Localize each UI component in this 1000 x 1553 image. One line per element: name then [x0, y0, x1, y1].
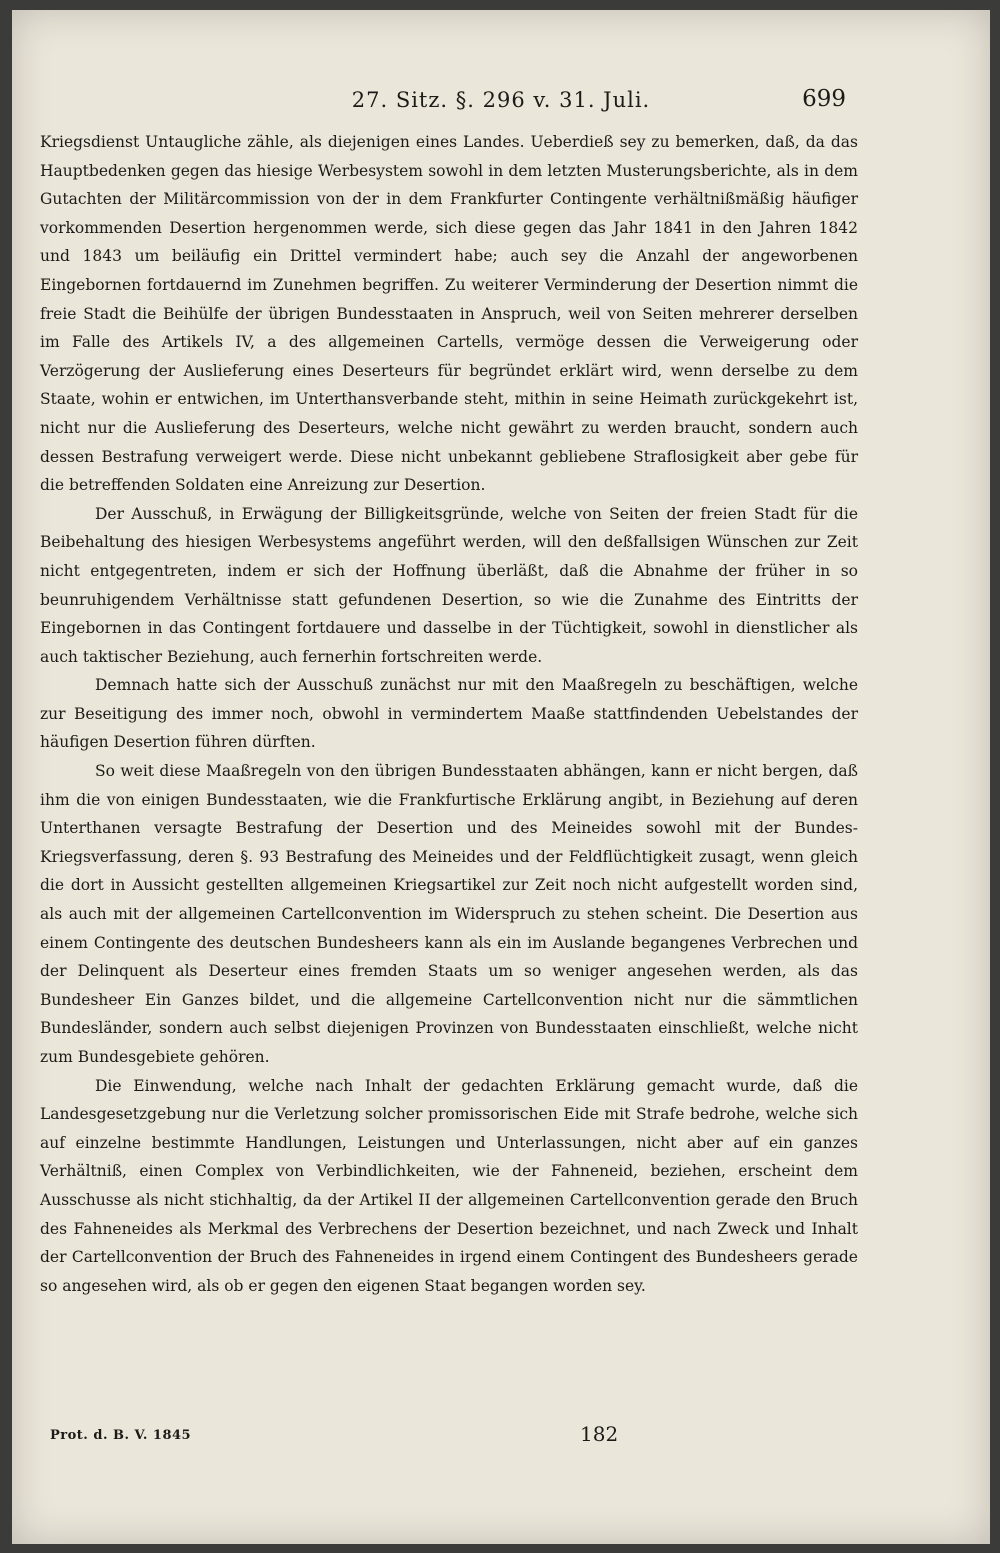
signature-mark: 182 — [580, 1422, 619, 1446]
page-header — [12, 86, 990, 122]
paragraph: So weit diese Maaßregeln von den übrigen Bundesstaaten abhängen, kann er nicht bergen, daß ihm die von einigen Bundesstaaten, wie die Frankfurtische Erklärung angibt, in Beziehung auf deren Unterthanen versagte Bestrafung der Desertion und des Meineides sowohl mit der Bundes-Kriegsverfassung, deren §. 93 Bestrafung des Meineides und der Feldflüchtigkeit zusagt, wenn gleich die dort in Aussicht gestellten allgemeinen Kriegsartikel zur Zeit noch nicht aufgestellt worden sind, als auch mit der allgemeinen Cartellconvention im Widerspruch zu stehen scheint. Die Desertion aus einem Contingente des deutschen Bundesheers kann als ein im Auslande begangenes Verbrechen und der Delinquent als Deserteur eines fremden Staats um so weniger angesehen werden, als das Bundesheer Ein Ganzes bildet, und die allgemeine Cartellconvention nicht nur die sämmtlichen Bundesländer, sondern auch selbst diejenigen Provinzen von Bundesstaaten einschließt, welche nicht zum Bundesgebiete gehören. — [40, 762, 858, 1066]
running-head: 27. Sitz. §. 296 v. 31. Juli. — [351, 88, 651, 112]
body-text — [40, 128, 858, 1300]
paragraph: Demnach hatte sich der Ausschuß zunächst nur mit den Maaßregeln zu beschäftigen, welche zur Beseitigung des immer noch, obwohl in vermindertem Maaße stattfindenden Uebelstandes der häufigen Desertion führen dürften. — [40, 676, 858, 752]
paragraph: Der Ausschuß, in Erwägung der Billigkeitsgründe, welche von Seiten der freien Stadt für die Beibehaltung des hiesigen Werbesystems angeführt werden, will den deßfallsigen Wünschen zur Zeit nicht entgegentreten, indem er sich der Hoffnung überläßt, daß die Abnahme der früher in so beunruhigendem Verhältnisse statt gefundenen Desertion, so wie die Zunahme des Eintritts der Eingebornen in das Contingent fortdauere und dasselbe in der Tüchtigkeit, sowohl in dienstlicher als auch taktischer Beziehung, auch fernerhin fortschreiten werde. — [40, 504, 858, 666]
paragraph: Die Einwendung, welche nach Inhalt der gedachten Erklärung gemacht wurde, daß die Landesgesetzgebung nur die Verletzung solcher promissorischen Eide mit Strafe bedrohe, welche sich auf einzelne bestimmte Handlungen, Leistungen und Unterlassungen, nicht aber auf ein ganzes Verhältniß, einen Complex von Verbindlichkeiten, wie der Fahneneid, beziehen, erscheint dem Ausschusse als nicht stichhaltig, da der Artikel II der allgemeinen Cartellconvention gerade den Bruch des Fahneneides als Merkmal des Verbrechens der Desertion bezeichnet, und nach Zweck und Inhalt der Cartellconvention der Bruch des Fahneneides in irgend einem Contingent des Bundesheers gerade so angesehen wird, als ob er gegen den eigenen Staat begangen worden sey. — [40, 1076, 858, 1295]
page-number: 699 — [802, 86, 846, 112]
page-footer — [12, 1422, 990, 1452]
paragraph: Kriegsdienst Untaugliche zähle, als diejenigen eines Landes. Ueberdieß sey zu bemerken, daß, da das Hauptbedenken gegen das hiesige Werbesystem sowohl in dem letzten Musterungsberichte, als in dem Gutachten der Militärcommission von der in dem Frankfurter Contingente verhältnißmäßig häufiger vorkommenden Desertion hergenommen werde, sich diese gegen das Jahr 1841 in den Jahren 1842 und 1843 um beiläufig ein Drittel vermindert habe; auch sey die Anzahl der angeworbenen Eingebornen fortdauernd im Zunehmen begriffen. Zu weiterer Verminderung der Desertion nimmt die freie Stadt die Beihülfe der übrigen Bundesstaaten in Anspruch, weil von Seiten mehrerer derselben im Falle des Artikels IV, a des allgemeinen Cartells, vermöge dessen die Verweigerung oder Verzögerung der Auslieferung eines Deserteurs für begründet erklärt wird, wenn derselbe zu dem Staate, wohin er entwichen, im Unterthansverbande steht, mithin in seine Heimath zurückgekehrt ist, nicht nur die Auslieferung des Deserteurs, welche nicht gewährt zu werden braucht, sondern auch dessen Bestrafung verweigert werde. Diese nicht unbekannt gebliebene Straflosigkeit aber gebe für die betreffenden Soldaten eine Anreizung zur Desertion. — [40, 133, 858, 495]
document-page — [12, 10, 990, 1544]
footer-protocol-reference: Prot. d. B. V. 1845 — [50, 1428, 192, 1443]
